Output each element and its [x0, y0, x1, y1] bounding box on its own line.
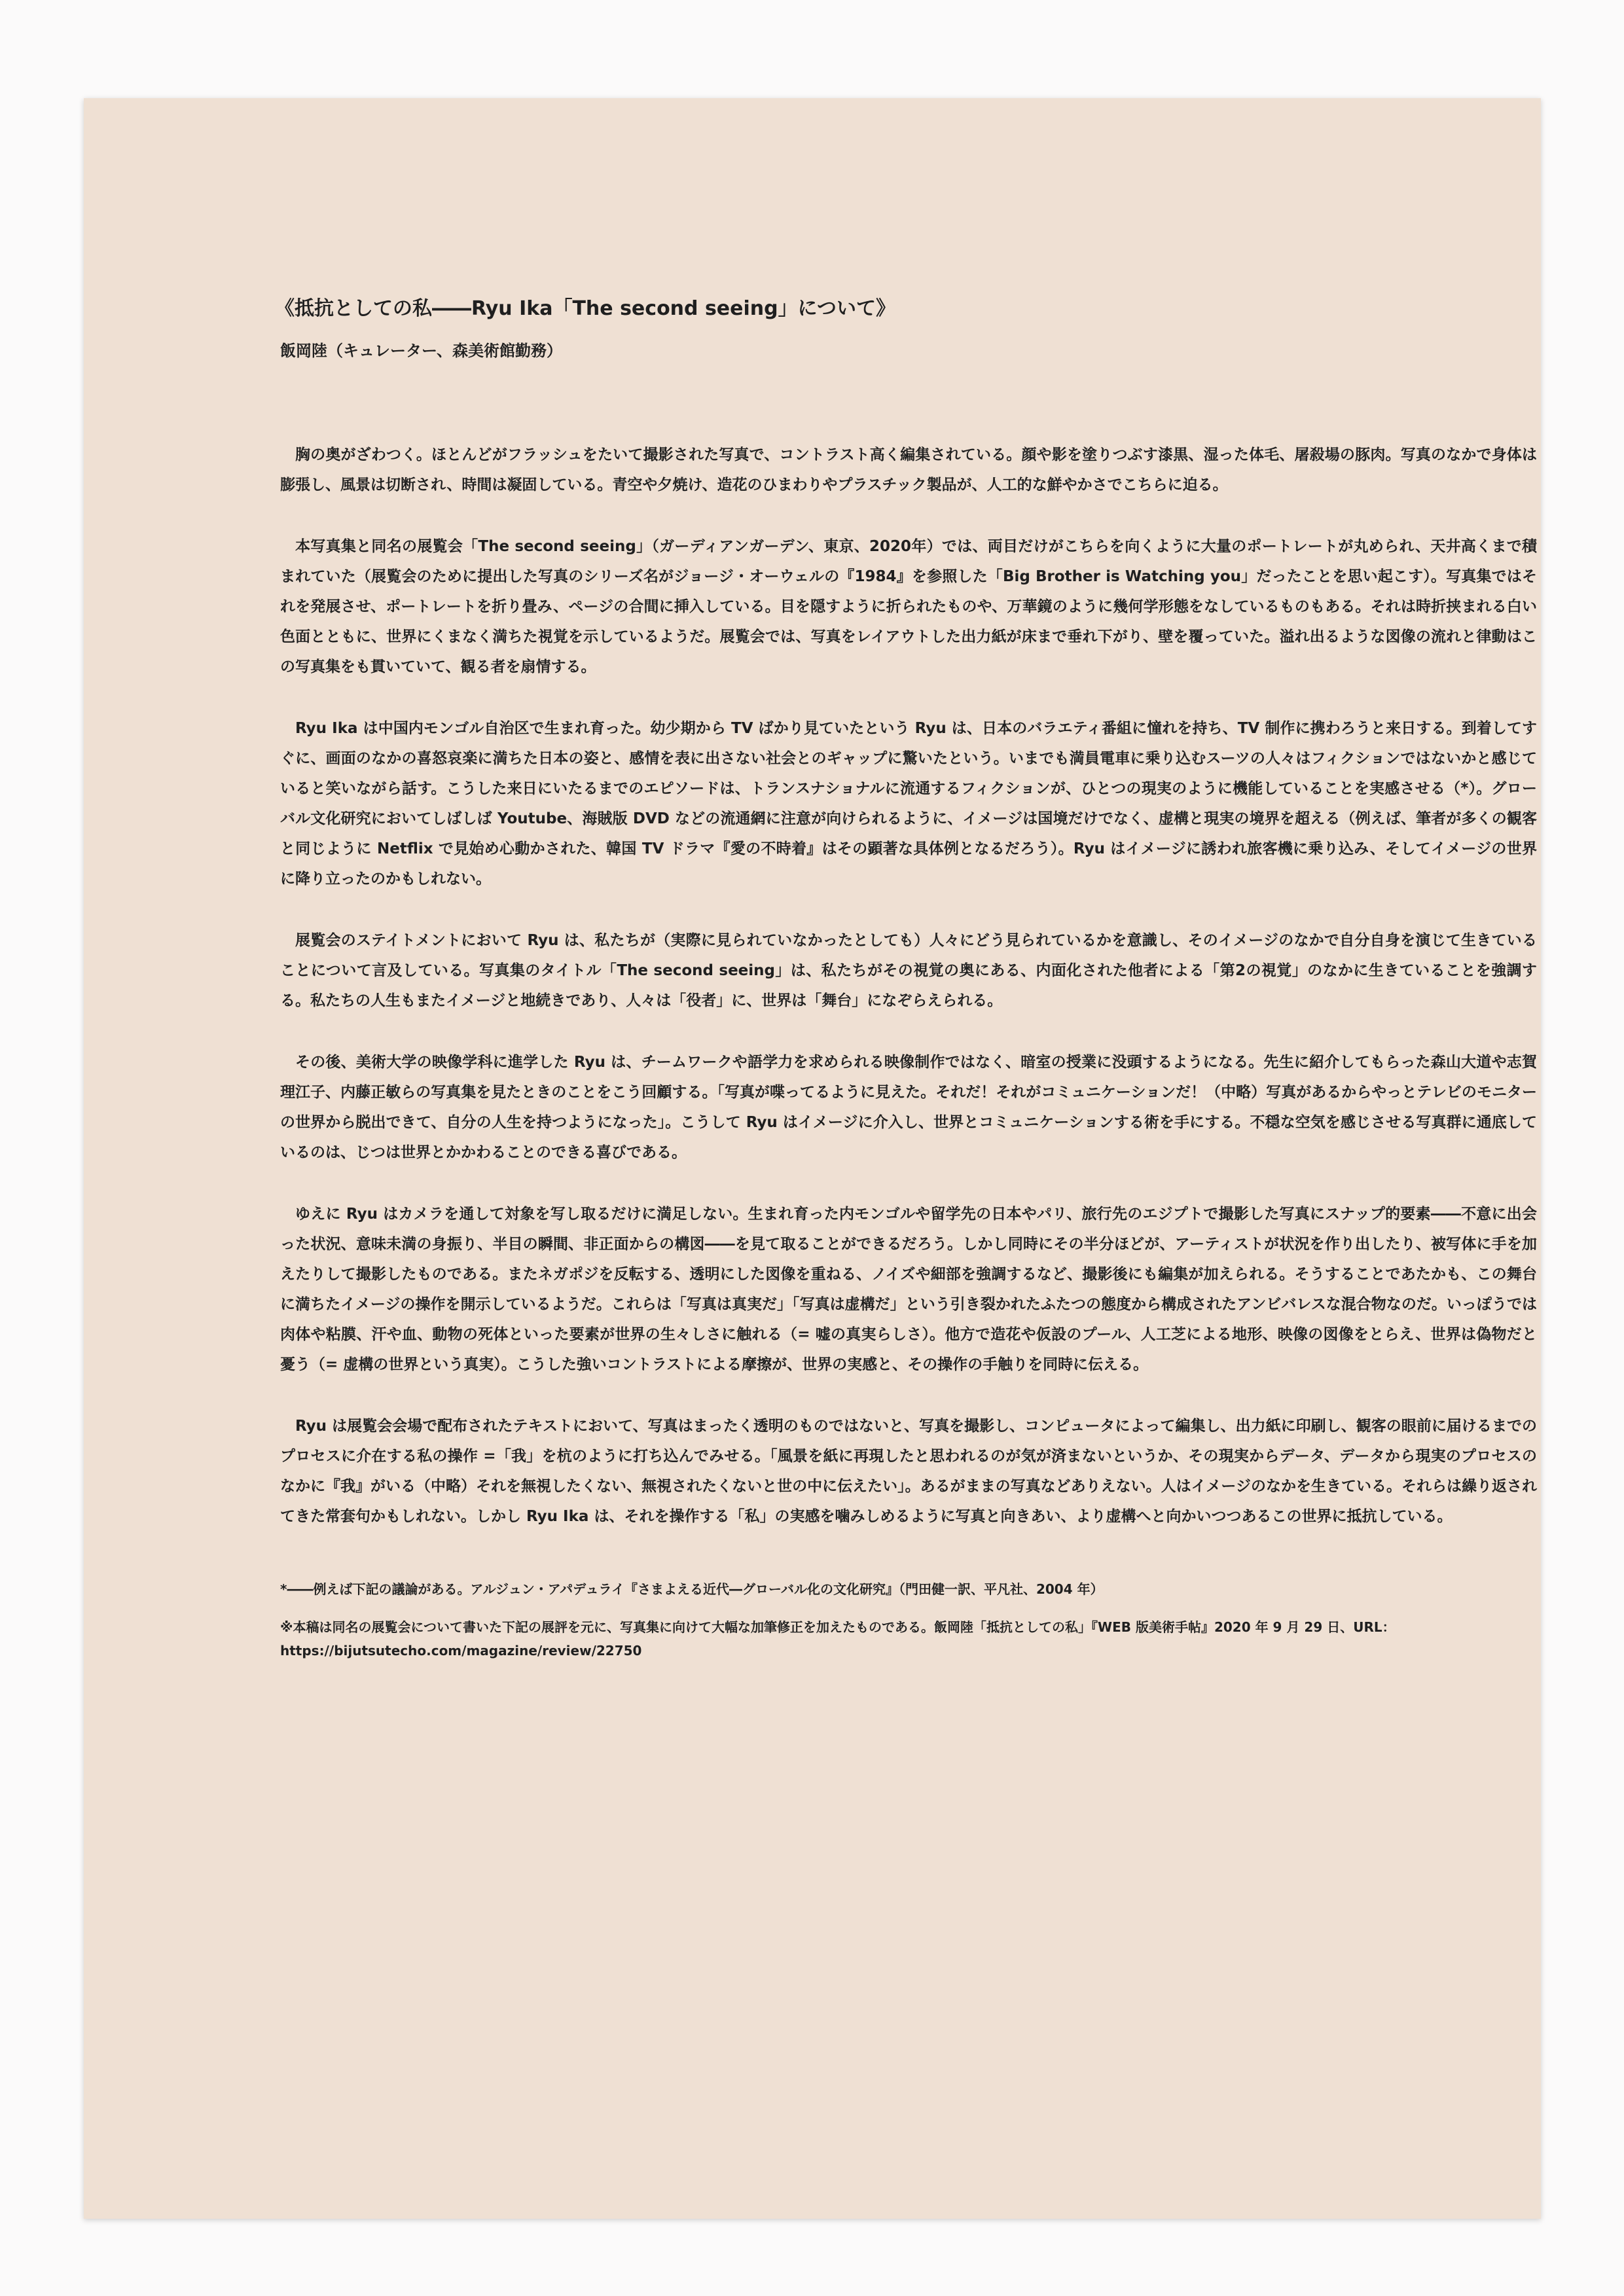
- paper-sheet: [84, 98, 1541, 2219]
- article-author: 飯岡陸（キュレーター、森美術館勤務）: [280, 342, 563, 360]
- article: [275, 295, 1537, 1677]
- paragraph: その後、美術大学の映像学科に進学した Ryu は、チームワークや語学力を求められる映像制作ではなく、暗室の授業に没頭するようになる。先生に紹介してもらった森山大道や志賀理江子、内藤正敏らの写真集を見たときのことをこう回顧する。「写真が喋ってるように見えた。それだ！それがコミュニケーションだ！（中略）写真があるからやっとテレビのモニターの世界から脱出できて、自分の人生を持つようになった」。こうして Ryu はイメージに介入し、世界とコミュニケーションする術を手にする。不穏な空気を感じさせる写真群に通底しているのは、じつは世界とかかわることのできる喜びである。: [280, 1054, 1537, 1161]
- article-title: 《抵抗としての私――Ryu Ika「The second seeing」について》: [275, 297, 896, 320]
- source-note: ※本稿は同名の展覧会について書いた下記の展評を元に、写真集に向けて大幅な加筆修正を加えたものである。飯岡陸「抵抗としての私」『WEB 版美術手帖』2020 年 9 月 29 日、URL：https://bijutsutecho.com/magazine/review/22750: [280, 1619, 1396, 1659]
- paragraph: 本写真集と同名の展覧会「The second seeing」（ガーディアンガーデン、東京、2020年）では、両目だけがこちらを向くように大量のポートレートが丸められ、天井高くまで積まれていた（展覧会のために提出した写真のシリーズ名がジョージ・オーウェルの『1984』を参照した「Big Brother is Watching you」だったことを思い起こす）。写真集ではそれを発展させ、ポートレートを折り畳み、ページの合間に挿入している。目を隠すように折られたものや、万華鏡のように幾何学形態をなしているものもある。それは時折挟まれる白い色面とともに、世界にくまなく満ちた視覚を示しているようだ。展覧会では、写真をレイアウトした出力紙が床まで垂れ下がり、壁を覆っていた。溢れ出るような図像の流れと律動はこの写真集をも貫いていて、観る者を扇情する。: [280, 538, 1537, 675]
- paragraph: Ryu は展覧会会場で配布されたテキストにおいて、写真はまったく透明のものではないと、写真を撮影し、コンピュータによって編集し、出力紙に印刷し、観客の眼前に届けるまでのプロセスに介在する私の操作 =「我」を杭のように打ち込んでみせる。「風景を紙に再現したと思われるのが気が済まないというか、その現実からデータ、データから現実のプロセスのなかに『我』がいる（中略）それを無視したくない、無視されたくないと世の中に伝えたい」。あるがままの写真などありえない。人はイメージのなかを生きている。それらは繰り返されてきた常套句かもしれない。しかし Ryu Ika は、それを操作する「私」の実感を噛みしめるように写真と向きあい、より虚構へと向かいつつあるこの世界に抵抗している。: [280, 1418, 1537, 1525]
- paragraph: Ryu Ika は中国内モンゴル自治区で生まれ育った。幼少期から TV ばかり見ていたという Ryu は、日本のバラエティ番組に憧れを持ち、TV 制作に携わろうと来日する。到着してすぐに、画面のなかの喜怒哀楽に満ちた日本の姿と、感情を表に出さない社会とのギャップに驚いたという。いまでも満員電車に乗り込むスーツの人々はフィクションではないかと感じていると笑いながら話す。こうした来日にいたるまでのエピソードは、トランスナショナルに流通するフィクションが、ひとつの現実のように機能していることを実感させる（*）。グローバル文化研究においてしばしば Youtube、海賊版 DVD などの流通網に注意が向けられるように、イメージは国境だけでなく、虚構と現実の境界を超える（例えば、筆者が多くの観客と同じように Netflix で見始め心動かされた、韓国 TV ドラマ『愛の不時着』はその顕著な具体例となるだろう）。Ryu はイメージに誘われ旅客機に乗り込み、そしてイメージの世界に降り立ったのかもしれない。: [280, 720, 1537, 888]
- paragraph: 展覧会のステイトメントにおいて Ryu は、私たちが（実際に見られていなかったとしても）人々にどう見られているかを意識し、そのイメージのなかで自分自身を演じて生きていることについて言及している。写真集のタイトル「The second seeing」は、私たちがその視覚の奥にある、内面化された他者による「第2の視覚」のなかに生きていることを強調する。私たちの人生もまたイメージと地続きであり、人々は「役者」に、世界は「舞台」になぞらえられる。: [280, 932, 1537, 1009]
- footnote: *――例えば下記の議論がある。アルジュン・アパデュライ『さまよえる近代―グローバル化の文化研究』（門田健一訳、平凡社、2004 年）: [280, 1581, 1104, 1597]
- paragraph: ゆえに Ryu はカメラを通して対象を写し取るだけに満足しない。生まれ育った内モンゴルや留学先の日本やパリ、旅行先のエジプトで撮影した写真にスナップ的要素――不意に出会った状況、意味未満の身振り、半目の瞬間、非正面からの構図――を見て取ることができるだろう。しかし同時にその半分ほどが、アーティストが状況を作り出したり、被写体に手を加えたりして撮影したものである。またネガポジを反転する、透明にした図像を重ねる、ノイズや細部を強調するなど、撮影後にも編集が加えられる。そうすることであたかも、この舞台に満ちたイメージの操作を開示しているようだ。これらは「写真は真実だ」「写真は虚構だ」という引き裂かれたふたつの態度から構成されたアンビバレスな混合物なのだ。いっぽうでは肉体や粘膜、汗や血、動物の死体といった要素が世界の生々しさに触れる（= 嘘の真実らしさ）。他方で造花や仮設のプール、人工芝による地形、映像の図像をとらえ、世界は偽物だと憂う（= 虚構の世界という真実）。こうした強いコントラストによる摩擦が、世界の実感と、その操作の手触りを同時に伝える。: [280, 1206, 1537, 1373]
- paragraph: 胸の奥がざわつく。ほとんどがフラッシュをたいて撮影された写真で、コントラスト高く編集されている。顔や影を塗りつぶす漆黒、湿った体毛、屠殺場の豚肉。写真のなかで身体は膨張し、風景は切断され、時間は凝固している。青空や夕焼け、造花のひまわりやプラスチック製品が、人工的な鮮やかさでこちらに迫る。: [280, 446, 1537, 493]
